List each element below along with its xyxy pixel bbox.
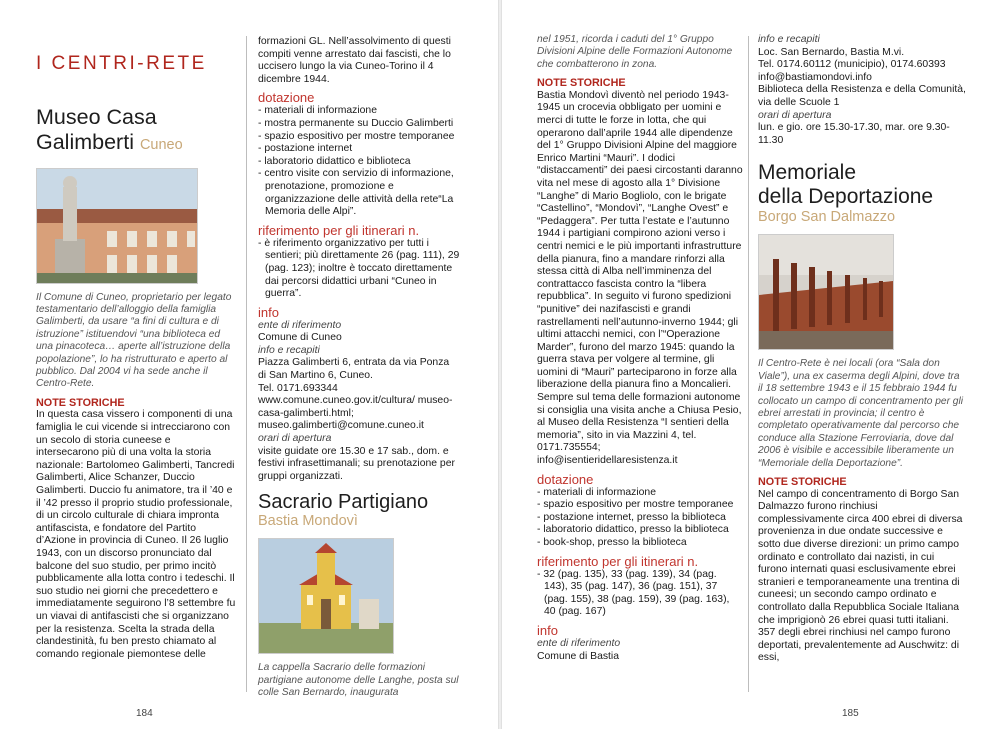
museo-location: Cuneo bbox=[139, 136, 183, 153]
museo-photo bbox=[36, 168, 198, 284]
list-item: - centro visite con servizio di informazione, prenotazione, promozione e organizzazione delle attività della rete“La Memoria delle Alpi”. bbox=[258, 168, 460, 218]
orari-label-1: orari di apertura bbox=[258, 433, 332, 445]
dotazione-list-1 bbox=[258, 105, 460, 218]
sacrario-title: Sacrario Partigiano bbox=[258, 491, 429, 514]
riferimento-heading-1: riferimento per gli itinerari n. bbox=[258, 222, 420, 238]
column-divider bbox=[748, 36, 749, 692]
ente-1: Comune di Cuneo bbox=[258, 332, 342, 344]
list-item: - 32 (pag. 135), 33 (pag. 139), 34 (pag. 143), 35 (pag. 147), 36 (pag. 151), 37 (pag. 155), 38 (pag. 159), 39 (pag. 163), 40 (pag. 167) bbox=[537, 569, 743, 619]
biblioteca-address: Biblioteca della Resistenza e della Comunità, via delle Scuole 1 bbox=[758, 84, 966, 108]
list-item: - materiali di informazione bbox=[258, 105, 460, 118]
page-number-185: 185 bbox=[842, 708, 859, 719]
list-item: - materiali di informazione bbox=[537, 487, 743, 500]
sacrario-photo bbox=[258, 538, 394, 654]
column-3 bbox=[537, 34, 743, 663]
sacrario-photo-image bbox=[259, 539, 393, 653]
orari-label-2: orari di apertura bbox=[758, 109, 832, 121]
column-1 bbox=[36, 34, 236, 661]
list-item: - è riferimento organizzativo per tutti i sentieri; più direttamente 26 (pag. 111), 29 (pag. 123); inoltre è toccato direttamente dai percorsi didattici urbani “Cuneo in guerra”. bbox=[258, 238, 460, 301]
note-storiche-text-2: Bastia Mondovì diventò nel periodo 1943-1945 un crocevia obbligato per uomini e merci di tutte le forze in lotta, che qui operarono dall’aprile 1944 alle dipendenze del 1° Gruppo Divisioni Alpine del maggiore Enrico Martini “Mauri”. I dodici “distaccamenti” dei paesi circostanti daranno vita nel mese di agosto alla 1° Divisione “Langhe” di Mario Bogliolo, con le brigate “Castellino”, “Mondovì”, “Langhe Ovest” e “Pedaggera”. Per tutta l’estate e l’autunno 1944 i partigiani compirono azioni verso i centri nemici e le più importanti infrastrutture della pianura, fino a mandare rinforzi alla stessa città di Alba nell’imminenza del contrattacco fascista contro la “libera repubblica”. In seguito vi furono spedizioni “punitive” dei nazifascisti e grandi rastrellamenti nell’autunno-inverno 1944; gli ultimi attacchi nemici, con l’“Operazione Marder”, furono del marzo 1945: quando la guerra stava per volgere al termine, gli uomini di “Mauri” parteciparono in forze alla liberazione della pianura fino a Moncalieri. Sempre sul tema delle formazioni autonome si consiglia una visita anche a Chiusa Pesio, al Museo della Resistenza “I sentieri della memoria”, sito in via Mazzini 4, tel. 0171.735554; info@isentieridellaresistenza.it bbox=[537, 89, 743, 467]
memoriale-caption: Il Centro-Rete è nei locali (ora “Sala don Viale”), una ex caserma degli Alpini, dove tra il 18 settembre 1943 e il 15 febbraio 1944 fu collocato un campo di concentramento per gli ebrei arrestati in provincia; il centro è completato operativamente dal percorso che conduce alla Stazione Ferroviaria, dove dal 2006 è visibile e accessibile liberamente un “Memoriale della Deportazione”. bbox=[758, 358, 963, 469]
recapiti-2: Loc. San Bernardo, Bastia M.vi. bbox=[758, 46, 905, 58]
memoriale-title-line-2: della Deportazione bbox=[758, 185, 934, 209]
sacrario-location: Bastia Mondovì bbox=[258, 513, 358, 530]
section-title: I CENTRI-RETE bbox=[36, 53, 207, 74]
tel-2: Tel. 0174.60112 (municipio), 0174.60393 bbox=[758, 59, 946, 71]
ente-label-1: ente di riferimento bbox=[258, 319, 342, 331]
museo-caption: Il Comune di Cuneo, proprietario per legato testamentario dell’alloggio della famiglia Galimberti, da usare “a fini di cultura e di istruzione” istituendovi “una biblioteca ed una pinacoteca… aperte all’istruzione della popolazione”, lo ha ristrutturato e aperto al pubblico. Dal 2004 vi ha sede anche il Centro-Rete. bbox=[36, 291, 232, 390]
web-link-1[interactable]: www.comune.cuneo.gov.it/cultura/ museo-casa-galimberti.html; bbox=[258, 395, 453, 419]
ente-2: Comune di Bastia bbox=[537, 650, 620, 662]
column-2 bbox=[258, 36, 460, 700]
page-number-184: 184 bbox=[136, 708, 153, 719]
column-4 bbox=[758, 34, 966, 665]
list-item: - laboratorio didattico e biblioteca bbox=[258, 156, 460, 169]
list-item: - spazio espositivo per mostre temporanee bbox=[258, 131, 460, 144]
museo-photo-image bbox=[37, 169, 197, 283]
list-item: - spazio espositivo per mostre temporanee bbox=[537, 499, 743, 512]
dotazione-list-2 bbox=[537, 487, 743, 550]
galimberti-intro: formazioni GL. Nell’assolvimento di questi compiti venne arrestato dai fascisti, che lo uccisero lungo la via Cuneo-Torino il 4 dicembre 1944. bbox=[258, 36, 451, 85]
info-heading-2: info bbox=[537, 622, 558, 638]
list-item: - laboratorio didattico, presso la biblioteca bbox=[537, 524, 743, 537]
memoriale-title bbox=[758, 161, 966, 209]
note-storiche-text-3: Nel campo di concentramento di Borgo San Dalmazzo furono rinchiusi complessivamente circa 400 ebrei di diversa provenienza in due ondate successive e sotto due diverse direzioni: un primo campo ordinato e controllato dai nazisti, in cui furono internati quasi esclusivamente ebrei stranieri e temporaneamente una trentina di cuneesi; un secondo campo ordinato e controllato dalla Repubblica Sociale Italiana che imprigionò 26 ebrei quasi tutti italiani. 357 degli ebrei rinchiusi nel campo furono deportati, prevalentemente ad Auschwitz: di essi, bbox=[758, 488, 963, 664]
page-185 bbox=[502, 0, 1000, 729]
note-storiche-heading-3: NOTE STORICHE bbox=[758, 476, 847, 488]
sacrario-caption-cont: nel 1951, ricorda i caduti del 1° Gruppo Divisioni Alpine delle Formazioni Autonome che combatterono in zona. bbox=[537, 34, 733, 70]
orari-1: visite guidate ore 15.30 e 17 sab., dom. e festivi infrasettimanali; su prenotazione per gruppi organizzati. bbox=[258, 445, 455, 482]
sacrario-caption: La cappella Sacrario delle formazioni partigiane autonome delle Langhe, posta sul colle San Bernardo, inaugurata bbox=[258, 662, 459, 699]
column-divider bbox=[246, 36, 247, 692]
memoriale-title-line-1: Memoriale bbox=[758, 161, 857, 185]
page-184 bbox=[0, 0, 498, 729]
dotazione-heading-1: dotazione bbox=[258, 90, 315, 106]
list-item: - postazione internet, presso la biblioteca bbox=[537, 512, 743, 525]
riferimento-list-1 bbox=[258, 238, 460, 301]
museo-title bbox=[36, 105, 236, 158]
recapiti-label-2: info e recapiti bbox=[758, 34, 820, 45]
list-item: - book-shop, presso la biblioteca bbox=[537, 537, 743, 550]
ente-label-2: ente di riferimento bbox=[537, 637, 621, 649]
dotazione-heading-2: dotazione bbox=[537, 471, 594, 487]
recapiti-1: Piazza Galimberti 6, entrata da via Ponza di San Martino 6, Cuneo. bbox=[258, 357, 450, 382]
list-item: - mostra permanente su Duccio Galimberti bbox=[258, 118, 460, 131]
riferimento-heading-2: riferimento per gli itinerari n. bbox=[537, 553, 699, 569]
recapiti-label-1: info e recapiti bbox=[258, 344, 320, 356]
museo-title-text: Museo Casa Galimberti bbox=[36, 104, 157, 154]
email-link-2[interactable]: info@bastiamondovi.info bbox=[758, 71, 872, 83]
tel-1: Tel. 0171.693344 bbox=[258, 382, 338, 394]
note-storiche-text-1: In questa casa vissero i componenti di una famiglia le cui vicende si intrecciarono con un secolo di storia cuneese e intersecarono più di una volta la storia nazionale: Bartolomeo Galimberti, Tancredi Galimberti, Alice Schanzer, Duccio Galimberti. Duccio fu animatore, tra il ’40 e il ’42 presso il proprio studio professionale, di un circolo culturale di chiara impronta antifascista, e fondatore del Partito d’Azione in provincia di Cuneo. Il 26 luglio 1943, con un discorso pronunciato dal balcone del suo studio, per primo incitò pubblicamente alla lotta contro i tedeschi. Il suo studio nei giorni che precedettero e immediatamente seguirono l’8 settembre fu un viavai di antifascisti che si organizzano per la resistenza. Scelta la strada della clandestinità, fu ben presto chiamato al comando regionale piemontese delle bbox=[36, 409, 236, 660]
memoriale-location: Borgo San Dalmazzo bbox=[758, 209, 896, 226]
riferimento-list-2 bbox=[537, 569, 743, 619]
note-storiche-heading-2: NOTE STORICHE bbox=[537, 77, 626, 90]
email-link-1[interactable]: museo.galimberti@comune.cuneo.it bbox=[258, 420, 424, 432]
list-item: - postazione internet bbox=[258, 143, 460, 156]
memoriale-photo-image bbox=[759, 235, 893, 349]
orari-2: lun. e gio. ore 15.30-17.30, mar. ore 9.30-11.30 bbox=[758, 122, 950, 146]
info-heading-1: info bbox=[258, 304, 279, 320]
memoriale-photo bbox=[758, 234, 894, 350]
note-storiche-heading-1: NOTE STORICHE bbox=[36, 396, 125, 409]
